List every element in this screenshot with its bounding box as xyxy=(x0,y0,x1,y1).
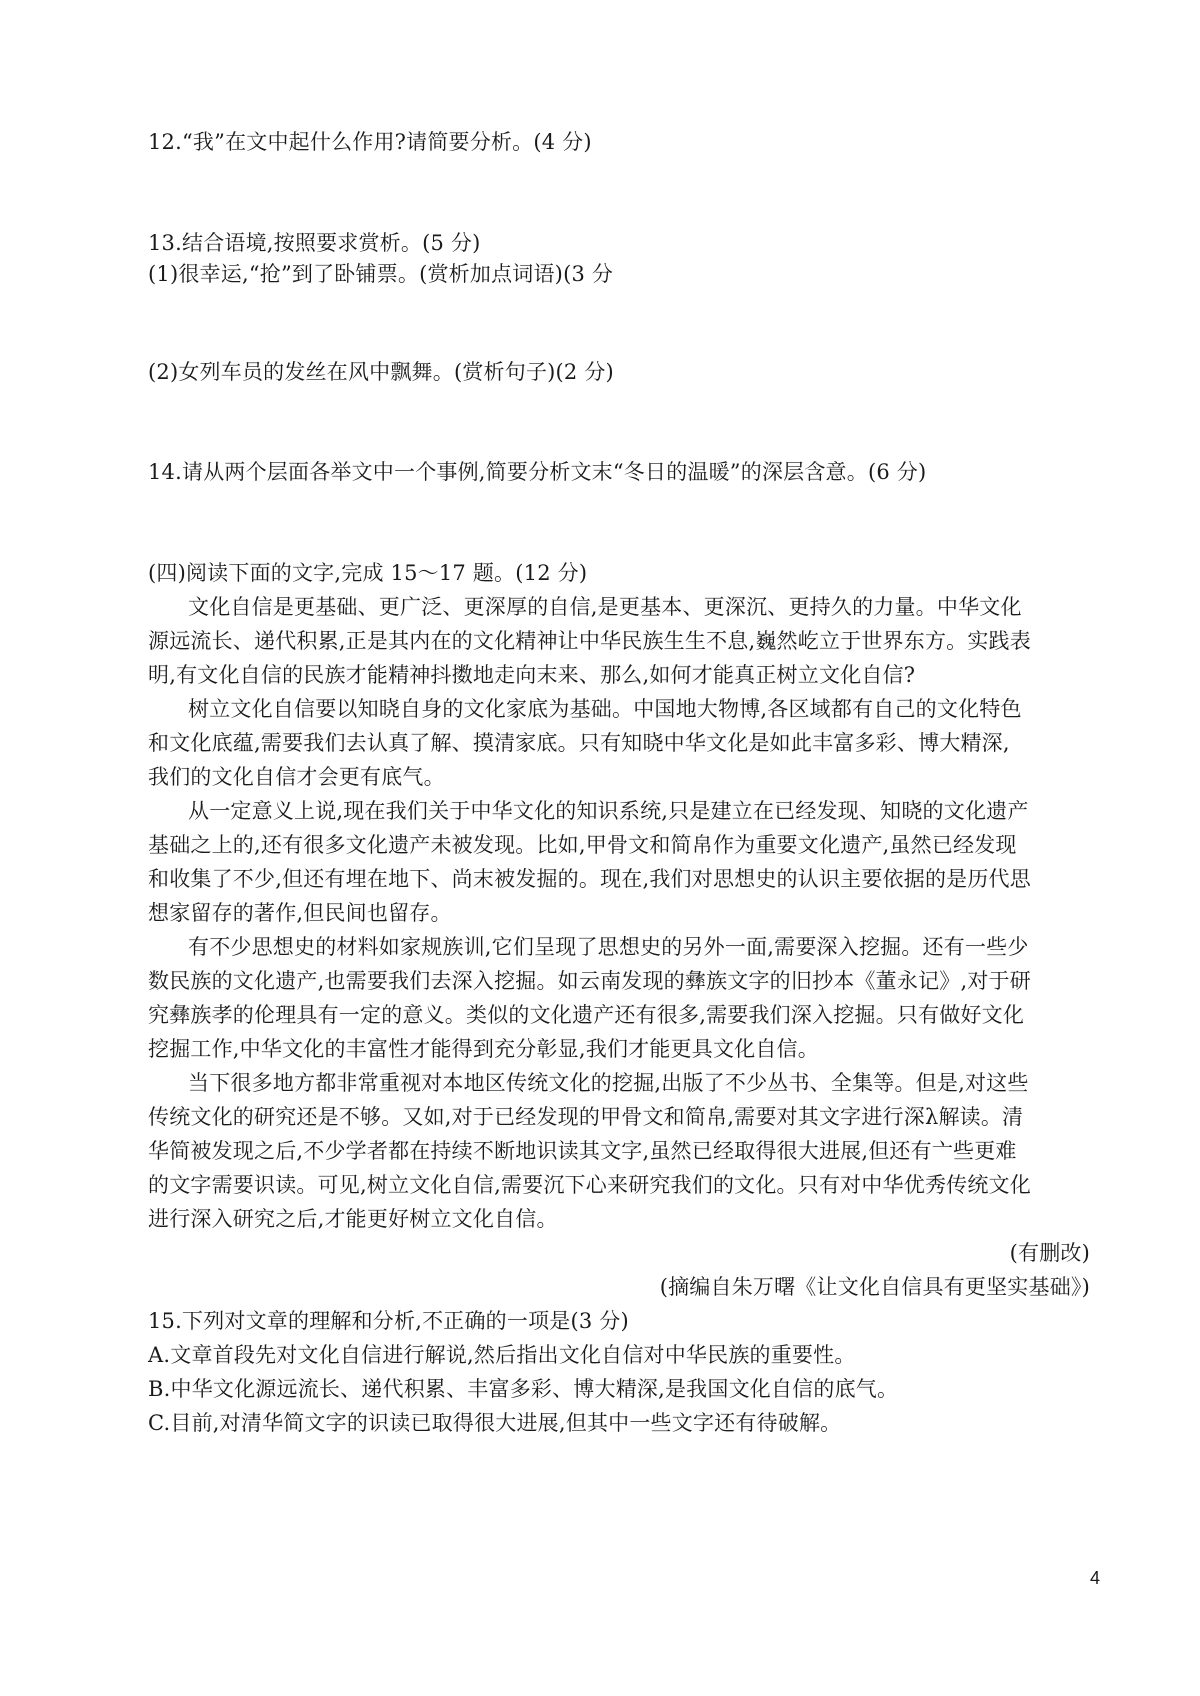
passage-line: 源远流长、递代积累,正是其内在的文化精神让中华民族生生不息,巍然屹立于世界东方。实践表 xyxy=(148,629,1031,653)
passage-line: 当下很多地方都非常重视对本地区传统文化的挖掘,出版了不少丛书、全集等。但是,对这些 xyxy=(188,1071,1029,1095)
passage-line: 究彝族孝的伦理具有一定的意义。类似的文化遗产还有很多,需要我们深入挖掘。只有做好文化 xyxy=(148,1003,1025,1027)
passage-line: 从一定意义上说,现在我们关于中华文化的知识系统,只是建立在已经发现、知晓的文化遗产 xyxy=(188,799,1029,823)
passage-line: 我们的文化自信才会更有底气。 xyxy=(148,765,445,789)
question-13-part-1: (1)很幸运,“抢”到了卧铺票。(赏析加点词语)(3 分 xyxy=(148,262,614,286)
passage-line: 和文化底蕴,需要我们去认真了解、摸清家底。只有知晓中华文化是如此丰富多彩、博大精深, xyxy=(148,731,1010,755)
question-14: 14.请从两个层面各举文中一个事例,简要分析文末“冬日的温暖”的深层含意。(6 分) xyxy=(148,460,927,484)
question-12: 12.“我”在文中起什么作用?请简要分析。(4 分) xyxy=(148,130,592,154)
question-13-part-2: (2)女列车员的发丝在风中飘舞。(赏析句子)(2 分) xyxy=(148,360,614,384)
edit-note: (有删改) xyxy=(1009,1241,1090,1265)
passage-line: 树立文化自信要以知晓自身的文化家底为基础。中国地大物博,各区域都有自己的文化特色 xyxy=(188,697,1022,721)
source-citation: (摘编自朱万曙《让文化自信具有更坚实基础》) xyxy=(659,1275,1090,1299)
passage-line: 想家留存的著作,但民间也留存。 xyxy=(148,901,452,925)
passage-line: 挖掘工作,中华文化的丰富性才能得到充分彰显,我们才能更具文化自信。 xyxy=(148,1037,819,1061)
question-15-stem: 15.下列对文章的理解和分析,不正确的一项是(3 分) xyxy=(148,1309,629,1333)
passage-line: 进行深入研究之后,才能更好树立文化自信。 xyxy=(148,1207,558,1231)
passage-line: 传统文化的研究还是不够。又如,对于已经发现的甲骨文和简帛,需要对其文字进行深λ解读。清 xyxy=(148,1105,1024,1129)
question-15-option-b: B.中华文化源远流长、递代积累、丰富多彩、博大精深,是我国文化自信的底气。 xyxy=(148,1377,899,1401)
passage-line: 数民族的文化遗产,也需要我们去深入挖掘。如云南发现的彝族文字的旧抄本《董永记》,对于研 xyxy=(148,969,1031,993)
passage-line: 有不少思想史的材料如家规族训,它们呈现了思想史的另外一面,需要深入挖掘。还有一些少 xyxy=(188,935,1029,959)
passage-line: 华简被发现之后,不少学者都在持续不断地识读其文字,虽然已经取得很大进展,但还有亠些更难 xyxy=(148,1139,1017,1163)
passage-line: 的文字需要识读。可见,树立文化自信,需要沉下心来研究我们的文化。只有对中华优秀传统文化 xyxy=(148,1173,1031,1197)
question-13: 13.结合语境,按照要求赏析。(5 分) xyxy=(148,231,481,255)
passage-line: 和收集了不少,但还有埋在地下、尚末被发掘的。现在,我们对思想史的认识主要依据的是历代思 xyxy=(148,867,1031,891)
section-4-heading: (四)阅读下面的文字,完成 15～17 题。(12 分) xyxy=(148,561,588,585)
passage-line: 明,有文化自信的民族才能精神抖擞地走向末来、那么,如何才能真正树立文化自信? xyxy=(148,663,916,687)
question-15-option-a: A.文章首段先对文化自信进行解说,然后指出文化自信对中华民族的重要性。 xyxy=(148,1343,856,1367)
passage-line: 文化自信是更基础、更广泛、更深厚的自信,是更基本、更深沉、更持久的力量。中华文化 xyxy=(188,595,1022,619)
page-number: 4 xyxy=(1089,1568,1100,1588)
passage-line: 基础之上的,还有很多文化遗产未被发现。比如,甲骨文和简帛作为重要文化遗产,虽然已经发现 xyxy=(148,833,1017,857)
question-15-option-c: C.目前,对清华简文字的识读已取得很大进展,但其中一些文字还有待破解。 xyxy=(148,1411,842,1435)
